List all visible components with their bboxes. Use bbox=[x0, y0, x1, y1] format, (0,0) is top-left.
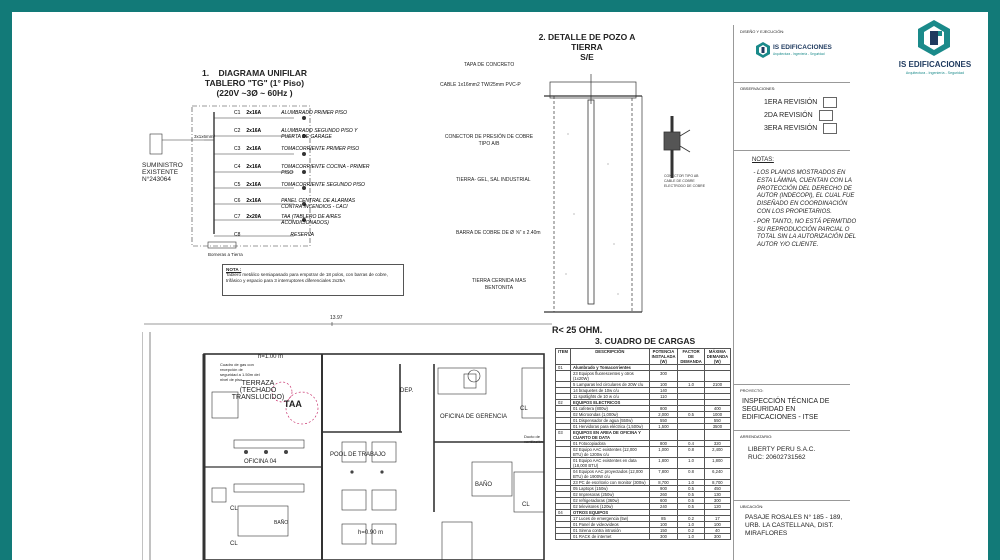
design-label: DISEÑO Y EJECUCIÓN: bbox=[740, 29, 785, 34]
table-cell: 1,500 bbox=[649, 424, 678, 430]
circuit-breaker: 2x16A bbox=[246, 110, 262, 116]
plan-note-right: Ducto de ventilación bbox=[524, 434, 543, 444]
table-cell: 02 bbox=[556, 400, 571, 406]
corner-logo-icon bbox=[918, 20, 950, 56]
table-cell: 01 Fotocopiadora bbox=[571, 441, 650, 447]
table-cell: 02 Equipo AAC existentes (12,000 BTU) de 1200w c/u bbox=[571, 447, 650, 458]
circuit-row bbox=[234, 182, 365, 188]
room-dep: DEP. bbox=[400, 388, 414, 394]
circuit-row bbox=[234, 128, 361, 140]
room-cl-1: CL bbox=[520, 406, 528, 412]
table-cell: 0.8 bbox=[678, 469, 704, 480]
table-cell: 0.4 bbox=[678, 441, 704, 447]
pozo-label-conector bbox=[444, 134, 534, 148]
table-cell: 8,700 bbox=[704, 480, 730, 486]
circuit-id: C6 bbox=[234, 198, 241, 204]
table-cell: 1.0 bbox=[678, 382, 704, 388]
room-pool: POOL DE TRABAJO bbox=[330, 452, 386, 458]
panel-divider bbox=[733, 150, 850, 151]
table-cell: 140 bbox=[649, 388, 678, 394]
table-cell bbox=[649, 430, 678, 441]
notes-list bbox=[749, 170, 857, 252]
table-cell: 01 Hervidoras para eléctrica (1,500w) bbox=[571, 424, 650, 430]
cargas-table bbox=[555, 348, 731, 540]
diagram-note-title: NOTA : bbox=[226, 267, 242, 272]
table-cell: 2,400 bbox=[704, 447, 730, 458]
pozo-label-tierra-text: TIERRA CERNIDA MAS BENTONITA bbox=[472, 278, 526, 291]
room-cl-3: CL bbox=[230, 506, 238, 512]
pozo-title bbox=[532, 32, 642, 62]
diagram-note-text: Tablero metálico semiapasado para empotrar de 18 polos, con barras de cobre, trifásico y espacio para 3 interruptores diferenciales 2x25A bbox=[226, 272, 388, 283]
table-cell: 100 bbox=[649, 522, 678, 528]
table-cell: 0.5 bbox=[678, 412, 704, 418]
table-cell bbox=[556, 447, 571, 458]
tenant-label: ARRENDATARIO: bbox=[740, 434, 773, 439]
table-cell: 23 PC de escritorio con monitor (300w) bbox=[571, 480, 650, 486]
revision-label: 3ERA REVISIÓN bbox=[764, 125, 818, 132]
company-logo-icon bbox=[756, 42, 770, 58]
room-gerencia: OFICINA DE GERENCIA bbox=[440, 414, 508, 420]
diagram-title bbox=[202, 68, 307, 98]
table-cell: 04 Equipos AAC proyectados (12,000 BTU) de 1900W c/u bbox=[571, 469, 650, 480]
diagram-title-text: DIAGRAMA UNIFILAR bbox=[218, 68, 307, 78]
corner-logo-name: IS EDIFICACIONES bbox=[898, 60, 972, 69]
cargas-table-body bbox=[556, 365, 731, 540]
corner-logo-tag: Arquitectura - Ingeniería - Seguridad bbox=[905, 71, 965, 75]
circuit-id: C2 bbox=[234, 128, 241, 134]
table-cell: 300 bbox=[649, 371, 678, 382]
panel-divider bbox=[733, 384, 850, 385]
panel-divider bbox=[733, 430, 850, 431]
table-cell: 800 bbox=[649, 406, 678, 412]
table-cell bbox=[556, 371, 571, 382]
company-tag: Arquitectura - Ingeniería - Seguridad bbox=[773, 52, 825, 56]
circuit-id: C8 bbox=[234, 232, 241, 238]
table-cell: 120 bbox=[704, 504, 730, 510]
panel-divider bbox=[733, 500, 850, 501]
table-cell: 1,000 bbox=[649, 447, 678, 458]
circuit-id: C7 bbox=[234, 214, 241, 220]
pozo-label-barra: BARRA DE COBRE DE Ø ⅝" x 2.40m bbox=[456, 230, 541, 236]
table-cell: 300 bbox=[704, 498, 730, 504]
table-cell: 110 bbox=[649, 394, 678, 400]
table-cell bbox=[678, 430, 704, 441]
legend-item: ELECTRODO DE COBRE bbox=[664, 184, 706, 188]
table-cell: 550 bbox=[649, 418, 678, 424]
room-bano-1: BAÑO bbox=[475, 482, 493, 488]
table-cell: 01 RACK de internet bbox=[571, 534, 650, 540]
circuit-desc: ALUMBRADO SEGUNDO PISO Y PUERTA DE GARAGE bbox=[281, 128, 358, 140]
table-cell: 3500 bbox=[704, 424, 730, 430]
circuit-breaker: 2x16A bbox=[246, 198, 262, 204]
table-cell: 130 bbox=[704, 492, 730, 498]
table-cell: 260 bbox=[649, 492, 678, 498]
tenant-value: LIBERTY PERU S.A.C. bbox=[748, 446, 816, 453]
table-cell: 100 bbox=[649, 382, 678, 388]
cargas-title bbox=[595, 336, 695, 346]
pozo-scale: S/E bbox=[580, 52, 594, 62]
revision-checkbox[interactable] bbox=[823, 97, 837, 108]
circuit-row bbox=[234, 198, 371, 210]
table-cell: 0.8 bbox=[678, 447, 704, 458]
project-label: PROYECTO: bbox=[740, 388, 764, 393]
table-cell: EQUIPOS ELECTRICOS bbox=[571, 400, 650, 406]
table-cell: 800 bbox=[649, 441, 678, 447]
diagram-voltage: (220V ~3Ø ~ 60Hz ) bbox=[216, 88, 293, 98]
table-cell bbox=[678, 371, 704, 382]
pozo-title-num: 2. bbox=[538, 32, 546, 42]
table-cell: 2100 bbox=[704, 382, 730, 388]
circuit-row bbox=[234, 232, 314, 238]
table-cell: 02 televisores (120w) bbox=[571, 504, 650, 510]
table-row bbox=[556, 469, 731, 480]
cargas-title-num: 3. bbox=[595, 336, 603, 346]
circuit-breaker: 2x16A bbox=[246, 128, 262, 134]
pozo-label-gel: TIERRA- GEL, SAL INDUSTRIAL bbox=[456, 177, 531, 183]
pozo-label-conector-text: CONECTOR DE PRESIÓN DE COBRE TIPO A/B bbox=[444, 134, 534, 147]
table-cell: 0.2 bbox=[678, 516, 704, 522]
plan-note-left: Cuadro de gas con recepción de seguridad a 1.50m del nivel de piso bbox=[220, 362, 260, 382]
column-header: DESCRIPCIÓN bbox=[571, 349, 650, 365]
circuit-row bbox=[234, 164, 371, 176]
table-cell: 600 bbox=[649, 498, 678, 504]
room-terraza: TERRAZA (TECHADO TRANSLUCIDO) bbox=[231, 380, 285, 401]
notes-label: NOTAS: bbox=[752, 157, 774, 163]
circuit-row bbox=[234, 214, 371, 226]
diagram-title-num: 1. bbox=[202, 68, 210, 78]
table-cell: 23 Equipos fluorescentes y otros (1x20W) bbox=[571, 371, 650, 382]
plan-dimension: 13.97 bbox=[330, 315, 343, 321]
table-cell: 2,000 bbox=[649, 412, 678, 418]
table-cell: 400 bbox=[704, 406, 730, 412]
table-header-row bbox=[556, 349, 731, 365]
circuit-id: C3 bbox=[234, 146, 241, 152]
table-cell: 300 bbox=[649, 534, 678, 540]
ground-label: Borneras a Tierra bbox=[208, 252, 243, 257]
cargas-title-text: CUADRO DE CARGAS bbox=[604, 336, 696, 346]
table-cell: 0.5 bbox=[678, 486, 704, 492]
diagram-note bbox=[222, 264, 404, 296]
table-cell: 02 refrigeradoras (360w) bbox=[571, 498, 650, 504]
table-cell: 550 bbox=[704, 418, 730, 424]
legend-item: CABLE DE COBRE bbox=[664, 179, 695, 183]
location-value: PASAJE ROSALES N° 185 - 189, URB. LA CASTELLANA, DIST. MIRAFLORES bbox=[745, 514, 843, 537]
revision-label: 1ERA REVISIÓN bbox=[764, 99, 818, 106]
table-cell: EQUIPOS EN AREA DE OFICINA Y CUARTO DE DATA bbox=[571, 430, 650, 441]
table-cell: 1.0 bbox=[678, 522, 704, 528]
location-label: UBICACIÓN: bbox=[740, 504, 764, 509]
tenant-ruc: RUC: 20602731562 bbox=[748, 454, 806, 461]
legend-item: CONECTOR TIPO AB bbox=[664, 174, 699, 178]
table-cell: 1.0 bbox=[678, 480, 704, 486]
table-cell: 900 bbox=[649, 486, 678, 492]
table-cell: 8,700 bbox=[649, 480, 678, 486]
table-cell: 01 Panel de videovideos bbox=[571, 522, 650, 528]
pozo-label-tierra bbox=[464, 278, 534, 292]
diagram-subtitle: TABLERO "TG" (1° Piso) bbox=[204, 78, 305, 88]
room-bano-2: BAÑO bbox=[274, 520, 289, 526]
table-cell: 05 Laptops (150w) bbox=[571, 486, 650, 492]
table-cell bbox=[556, 458, 571, 469]
table-cell: 320 bbox=[704, 441, 730, 447]
column-header: ITEM bbox=[556, 349, 571, 365]
table-cell: 11 spotlights de 10 w c/u bbox=[571, 394, 650, 400]
table-cell bbox=[704, 430, 730, 441]
circuit-id: C1 bbox=[234, 110, 241, 116]
main-breaker: 3x1x6mm² bbox=[194, 134, 216, 139]
pozo-title-text: DETALLE DE POZO A TIERRA bbox=[548, 32, 636, 52]
table-cell: 01 Dispensador de agua (550w) bbox=[571, 418, 650, 424]
plan-level-2: h=0.90 m bbox=[358, 530, 384, 536]
panel-divider bbox=[733, 82, 850, 83]
table-cell: 6,240 bbox=[704, 469, 730, 480]
circuit-row bbox=[234, 146, 359, 152]
pozo-label-cable: CABLE 1x16mm2 TW/25mm PVC-P bbox=[440, 82, 521, 88]
table-cell: 450 bbox=[704, 486, 730, 492]
table-cell bbox=[704, 371, 730, 382]
table-cell: 01 bbox=[556, 365, 571, 371]
table-row bbox=[556, 371, 731, 382]
table-cell: 02 Microondas (1,000w) bbox=[571, 412, 650, 418]
note-item: - LOS PLANOS MOSTRADOS EN ESTA LÁMINA, CUENTAN CON LA PROTECCIÓN DEL DERECHO DE AUTOR (INDECOPI), EL CUAL FUE DISEÑADO EN COORDINACIÓN CON LOS PROPIETARIOS. bbox=[757, 170, 857, 217]
room-oficina-04: OFICINA 04 bbox=[244, 459, 277, 465]
meter-label bbox=[142, 162, 202, 183]
circuit-desc: PANEL CENTRAL DE ALARMAS CONTRA INCENDIOS - CACI bbox=[281, 198, 356, 210]
column-header: MÁXIMA DEMANDA (W) bbox=[704, 349, 730, 365]
table-row bbox=[556, 458, 731, 469]
circuit-desc: TOMACORRIENTE COCINA - PRIMER PISO bbox=[281, 164, 370, 176]
meter-label-text: SUMINISTRO EXISTENTE bbox=[142, 162, 183, 176]
table-cell bbox=[556, 469, 571, 480]
circuit-desc: TOMACORRIENTE PRIMER PISO bbox=[281, 146, 360, 152]
revision-checkbox[interactable] bbox=[823, 123, 837, 134]
table-cell: 40 bbox=[704, 528, 730, 534]
table-cell: 1,800 bbox=[704, 458, 730, 469]
room-cl-2: CL bbox=[522, 502, 530, 508]
connector-detail bbox=[652, 112, 692, 182]
table-cell: 14 braquetes de 10w c/u bbox=[571, 388, 650, 394]
table-cell: 17 bbox=[704, 516, 730, 522]
circuit-desc: RESERVA bbox=[290, 232, 314, 238]
table-cell: 01 Equipo AAC existentes en data (18,000 BTU) bbox=[571, 458, 650, 469]
table-cell: 02 Impresoras (250w) bbox=[571, 492, 650, 498]
column-header: POTENCIA INSTALADA (W) bbox=[649, 349, 678, 365]
table-cell: 01 cafetera (800w) bbox=[571, 406, 650, 412]
revision-item bbox=[764, 109, 837, 122]
table-cell: 1.0 bbox=[678, 458, 704, 469]
table-row bbox=[556, 447, 731, 458]
revision-list bbox=[764, 96, 837, 135]
observations-label: OBSERVACIONES: bbox=[740, 86, 776, 91]
circuit-id: C5 bbox=[234, 182, 241, 188]
table-cell: 300 bbox=[704, 534, 730, 540]
corner-logo bbox=[890, 20, 980, 82]
revision-item bbox=[764, 96, 837, 109]
meter-number: N°243064 bbox=[142, 176, 171, 183]
table-cell: 01 Sirena contra intrusión bbox=[571, 528, 650, 534]
revision-item bbox=[764, 122, 837, 135]
table-cell: 04 bbox=[556, 510, 571, 516]
table-cell: 0.5 bbox=[678, 498, 704, 504]
pozo-label-tapa: TAPA DE CONCRETO bbox=[464, 62, 515, 68]
floor-plan bbox=[142, 312, 554, 560]
circuit-breaker: 2x16A bbox=[246, 182, 262, 188]
column-header: FACTOR DE DEMANDA bbox=[678, 349, 704, 365]
company-name: IS EDIFICACIONES bbox=[773, 44, 832, 51]
table-cell: 100 bbox=[704, 522, 730, 528]
table-cell: 1,800 bbox=[649, 458, 678, 469]
table-cell: 0.2 bbox=[678, 528, 704, 534]
room-cl-4: CL bbox=[230, 541, 238, 547]
table-cell: 0.5 bbox=[678, 492, 704, 498]
table-cell: 150 bbox=[649, 528, 678, 534]
table-cell: OTROS EQUIPOS bbox=[571, 510, 650, 516]
revision-label: 2DA REVISIÓN bbox=[764, 112, 813, 119]
circuit-row bbox=[234, 110, 347, 116]
table-cell: 1000 bbox=[704, 412, 730, 418]
table-cell: 7,800 bbox=[649, 469, 678, 480]
pozo-resistance: R< 25 OHM. bbox=[552, 325, 603, 335]
note-item: - POR TANTO, NO ESTÁ PERMITIDO SU REPRODUCCIÓN PARCIAL O TOTAL SIN LA AUTORIZACIÓN DEL AUTOR Y/O CLIENTE. bbox=[757, 219, 857, 250]
revision-checkbox[interactable] bbox=[819, 110, 833, 121]
table-cell: 1.0 bbox=[678, 534, 704, 540]
table-cell: 85 bbox=[649, 516, 678, 522]
table-cell: Alumbrado y Tomacorrientes bbox=[571, 365, 650, 371]
table-row bbox=[556, 534, 731, 540]
table-row bbox=[556, 430, 731, 441]
pozo-drawing bbox=[538, 74, 648, 326]
pozo-legend bbox=[664, 174, 705, 189]
circuit-breaker: 2x16A bbox=[246, 164, 262, 170]
table-cell: 5 Lamparas led circulares de 20W c/u bbox=[571, 382, 650, 388]
circuit-desc: ALUMBRADO PRIMER PISO bbox=[281, 110, 347, 116]
drawing-sheet bbox=[12, 12, 988, 560]
circuit-id: C4 bbox=[234, 164, 241, 170]
project-value: INSPECCIÓN TÉCNICA DE SEGURIDAD EN EDIFICACIONES - ITSE bbox=[742, 398, 830, 421]
circuit-desc: TOMACORRIENTE SEGUNDO PISO bbox=[281, 182, 365, 188]
circuit-desc: TAA (TABLERO DE AIRES ACONDICIONADOS) bbox=[281, 214, 341, 226]
plan-level-1: h=1.00 m bbox=[258, 354, 284, 360]
circuit-breaker: 2x16A bbox=[246, 146, 262, 152]
table-cell: 0.5 bbox=[678, 504, 704, 510]
circuit-breaker: 2x20A bbox=[246, 214, 262, 220]
table-cell: 240 bbox=[649, 504, 678, 510]
room-taa: TAA bbox=[284, 399, 302, 409]
table-cell: 17 Luces de emergencia (5w) bbox=[571, 516, 650, 522]
table-cell: 03 bbox=[556, 430, 571, 441]
table-cell bbox=[556, 534, 571, 540]
